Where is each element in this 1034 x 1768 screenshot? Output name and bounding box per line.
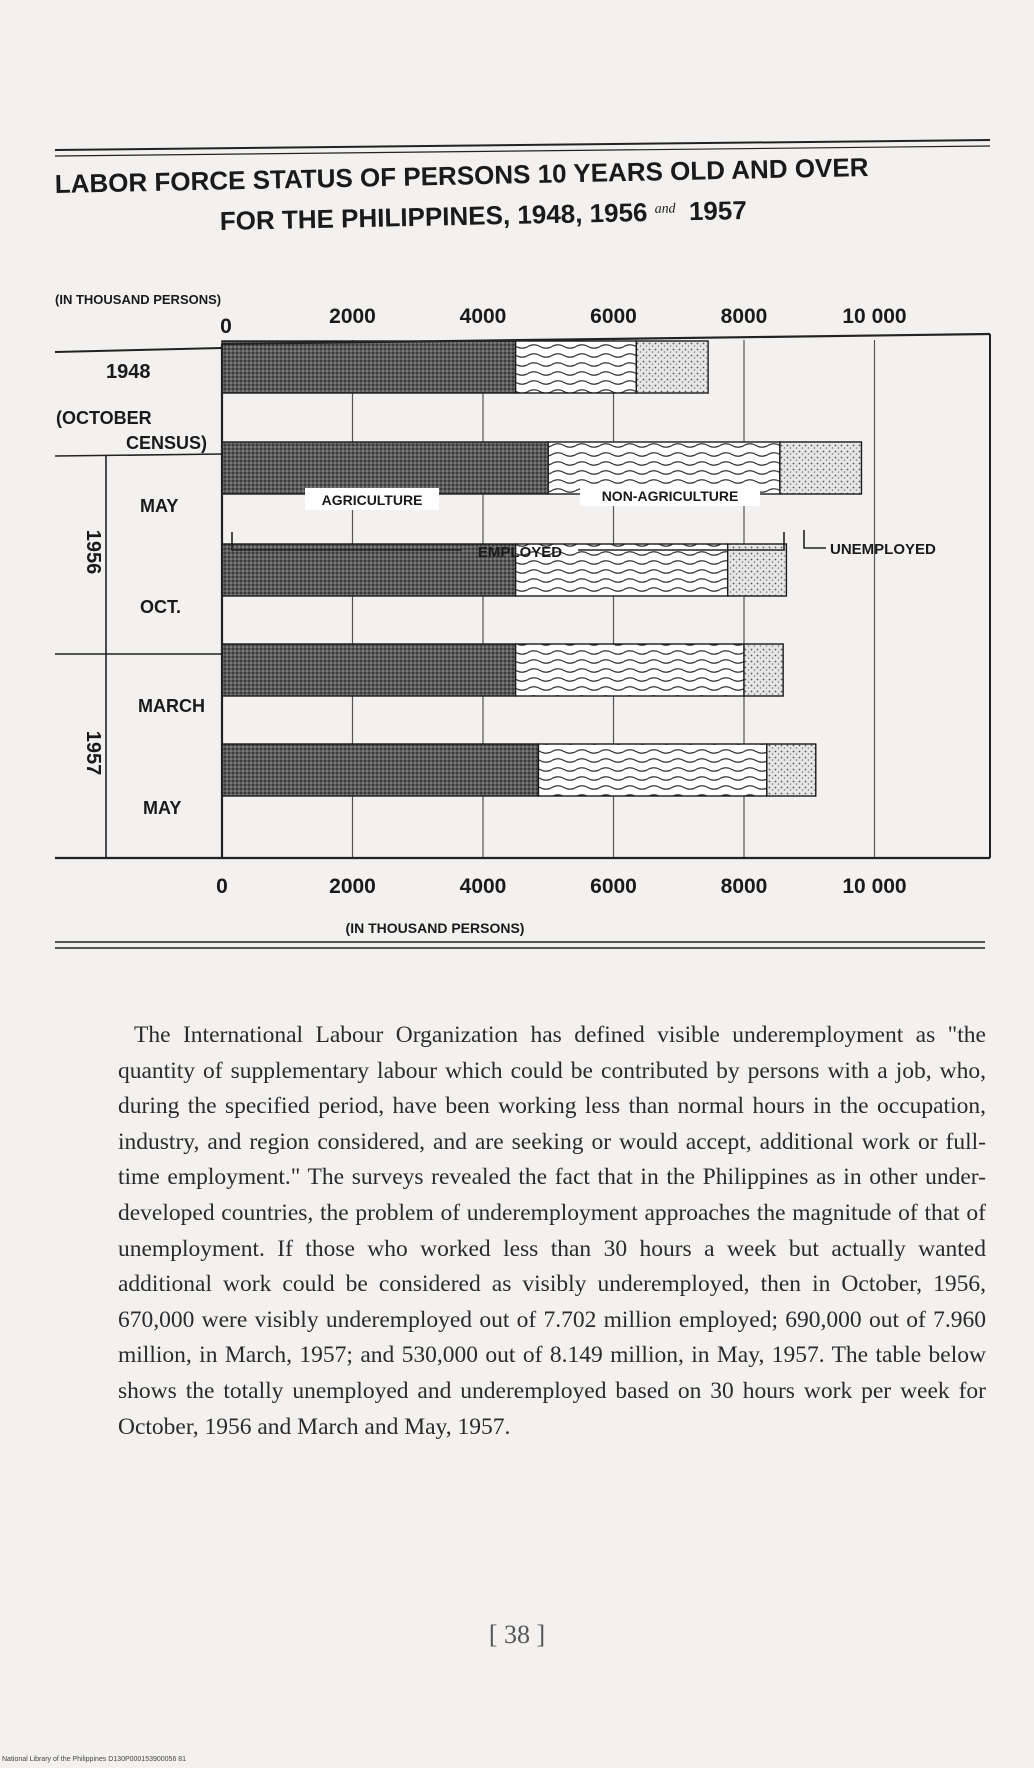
employed-label: EMPLOYED (477, 544, 563, 561)
x-tick-bottom-4000: 4000 (459, 875, 507, 898)
chart-title-year: 1957 (688, 194, 748, 227)
page-number: [ 38 ] (488, 1620, 546, 1649)
x-tick-top-6000: 6000 (590, 305, 637, 328)
chart-title-and: and (654, 201, 676, 217)
row-label-1948: 1948 (106, 361, 151, 383)
non-agriculture-label: NON-AGRICULTURE (601, 488, 739, 504)
unemployed-bracket (804, 530, 826, 548)
bar-agriculture-row-2 (222, 544, 516, 596)
x-tick-bottom-0: 0 (216, 875, 228, 898)
chart-title-line1: LABOR FORCE STATUS OF PERSONS 10 YEARS OLD AND OVER (54, 151, 869, 199)
row-label-1957-march: MARCH (138, 696, 205, 716)
row-label-1956-oct: OCT. (140, 597, 182, 617)
row-label-1956-may: MAY (140, 496, 179, 516)
bar-unemployed-row-3 (744, 644, 783, 696)
x-tick-bottom-2000: 2000 (329, 875, 376, 898)
x-axis-bottom-ticks (216, 875, 906, 898)
group-label-1957: 1957 (82, 730, 104, 776)
unemployed-label: UNEMPLOYED (830, 541, 936, 558)
bar-agriculture-row-0 (222, 341, 516, 393)
group-label-1956: 1956 (82, 529, 104, 575)
bar-unemployed-row-4 (767, 744, 816, 796)
bar-agriculture-row-3 (222, 644, 516, 696)
x-tick-bottom-10000: 10 000 (842, 875, 907, 898)
svg-text:FOR THE PHILIPPINES, 1948, 195 (219, 187, 747, 236)
x-tick-top-4000: 4000 (459, 305, 507, 328)
row-sublabel-october: (OCTOBER (56, 408, 152, 428)
unit-label-bottom: (IN THOUSAND PERSONS) (345, 920, 525, 936)
x-tick-top-0: 0 (220, 315, 232, 338)
bar-agriculture-row-1 (222, 442, 548, 494)
top-rule-1 (55, 140, 990, 150)
x-tick-top-8000: 8000 (720, 305, 768, 328)
unit-label-top: (IN THOUSAND PERSONS) (55, 292, 222, 307)
chart-title-line2: FOR THE PHILIPPINES, 1948, 1956 (219, 197, 648, 236)
bar-agriculture-row-4 (222, 744, 538, 796)
bar-non-agriculture-row-4 (538, 744, 766, 796)
bar-unemployed-row-0 (636, 341, 708, 393)
bars (222, 341, 861, 796)
body-paragraph-text: The International Labour Organization has defined visible underemployment as "the quantity of supplementary labour which could be contributed by persons with a job, who, during the specified period, have been working less than normal hours in the occupation, industry, and region considered, and are seeking or would accept, additional work or full-time employment." The surveys revealed the fact that in the Philippines as in other under-developed countries, the problem of underemployment approaches the magnitude of that of unemployment. If those who worked less than 30 hours a week but actually wanted additional work could be considered as visibly underemployed, then in October, 1956, 670,000 were visibly underemployed out of 7.702 million employed; 690,000 out of 7.960 million, in March, 1957; and 530,000 out of 8.149 million, in May, 1957. The table below shows the totally unemployed and underemployed based on 30 hours work per week for October, 1956 and March and May, 1957. (118, 1022, 986, 1440)
bar-non-agriculture-row-3 (516, 644, 744, 696)
row-sublabel-census: CENSUS) (126, 433, 208, 453)
x-tick-top-10000: 10 000 (842, 305, 907, 328)
x-tick-bottom-6000: 6000 (590, 875, 637, 898)
x-tick-bottom-8000: 8000 (720, 875, 768, 898)
frame-top (55, 348, 222, 352)
bar-unemployed-row-1 (780, 442, 862, 494)
agriculture-label: AGRICULTURE (321, 492, 423, 508)
bar-unemployed-row-2 (728, 544, 787, 596)
body-paragraph (118, 1018, 986, 1445)
bar-non-agriculture-row-0 (516, 341, 637, 393)
frame-left-divider (55, 454, 222, 456)
x-axis-top-ticks (220, 305, 906, 338)
row-label-1957-may: MAY (143, 798, 182, 818)
footer-credit: National Library of the Philippines D130P000153900056 81 (2, 1756, 187, 1763)
x-tick-top-2000: 2000 (329, 305, 376, 328)
